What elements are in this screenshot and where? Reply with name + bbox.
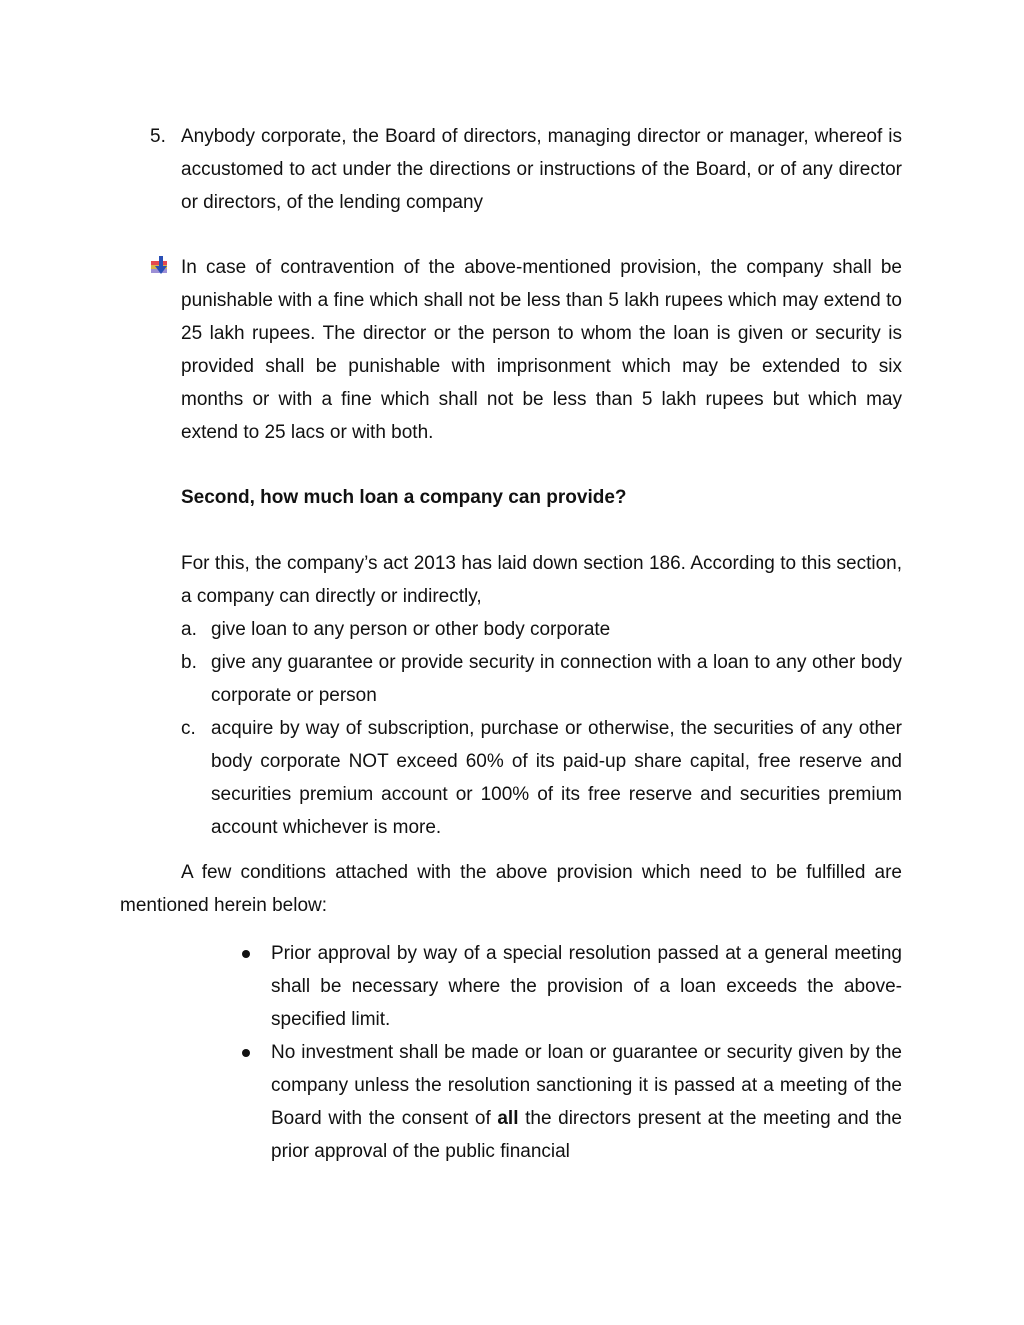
bullet-dot-icon bbox=[242, 1049, 250, 1057]
arrow-bullet-icon bbox=[150, 255, 172, 277]
list-letter: a. bbox=[181, 619, 197, 640]
bullet-list bbox=[240, 937, 902, 1168]
item-text: Anybody corporate, the Board of directors, managing director or manager, whereof is accustomed to act under the directions or instructions of the Board, or of any director or directors, of the lending company bbox=[181, 126, 902, 213]
numbered-item-5 bbox=[150, 120, 902, 219]
list-item bbox=[181, 712, 902, 844]
list-letter: c. bbox=[181, 718, 196, 739]
bullet-text: Prior approval by way of a special resolution passed at a general meeting shall be necessary where the provision of a loan exceeds the above-specified limit. bbox=[271, 943, 902, 1030]
conditions-paragraph: A few conditions attached with the above provision which need to be fulfilled are mentioned herein below: bbox=[120, 862, 902, 916]
item-number: 5. bbox=[150, 126, 166, 147]
penalty-paragraph bbox=[150, 251, 902, 449]
list-item bbox=[181, 613, 902, 646]
intro-paragraph: For this, the company’s act 2013 has laid down section 186. According to this section, a company can directly or indirectly, bbox=[181, 553, 902, 607]
list-item bbox=[240, 937, 902, 1036]
section-heading: Second, how much loan a company can provide? bbox=[181, 487, 627, 508]
bullet-text bbox=[271, 1036, 902, 1168]
list-item bbox=[240, 1036, 902, 1168]
lettered-list bbox=[181, 613, 902, 844]
list-item-text: give loan to any person or other body corporate bbox=[211, 619, 611, 640]
list-item bbox=[181, 646, 902, 712]
emphasis-all: all bbox=[497, 1108, 519, 1129]
penalty-text: In case of contravention of the above-mentioned provision, the company shall be punishable with a fine which shall not be less than 5 lakh rupees which may extend to 25 lakh rupees. The director or the person to whom the loan is given or security is provided shall be punishable with imprisonment which may be extended to six months or with a fine which shall not be less than 5 lakh rupees but which may extend to 25 lacs or with both. bbox=[181, 257, 902, 443]
list-letter: b. bbox=[181, 652, 197, 673]
list-item-text: acquire by way of subscription, purchase or otherwise, the securities of any other body corporate NOT exceed 60% of its paid-up share capital, free reserve and securities premium account or 100% of its free reserve and securities premium account whichever is more. bbox=[211, 718, 902, 838]
bullet-text-end: the directors present at the meeting and the prior approval of the public financial bbox=[271, 1108, 902, 1162]
bullet-dot-icon bbox=[242, 950, 250, 958]
list-item-text: give any guarantee or provide security in connection with a loan to any other body corporate or person bbox=[211, 652, 902, 706]
bullet-text-start: No investment shall be made or loan or guarantee or security given by the company unless the resolution sanctioning it is passed at a meeting of the Board with the consent of bbox=[271, 1042, 902, 1129]
